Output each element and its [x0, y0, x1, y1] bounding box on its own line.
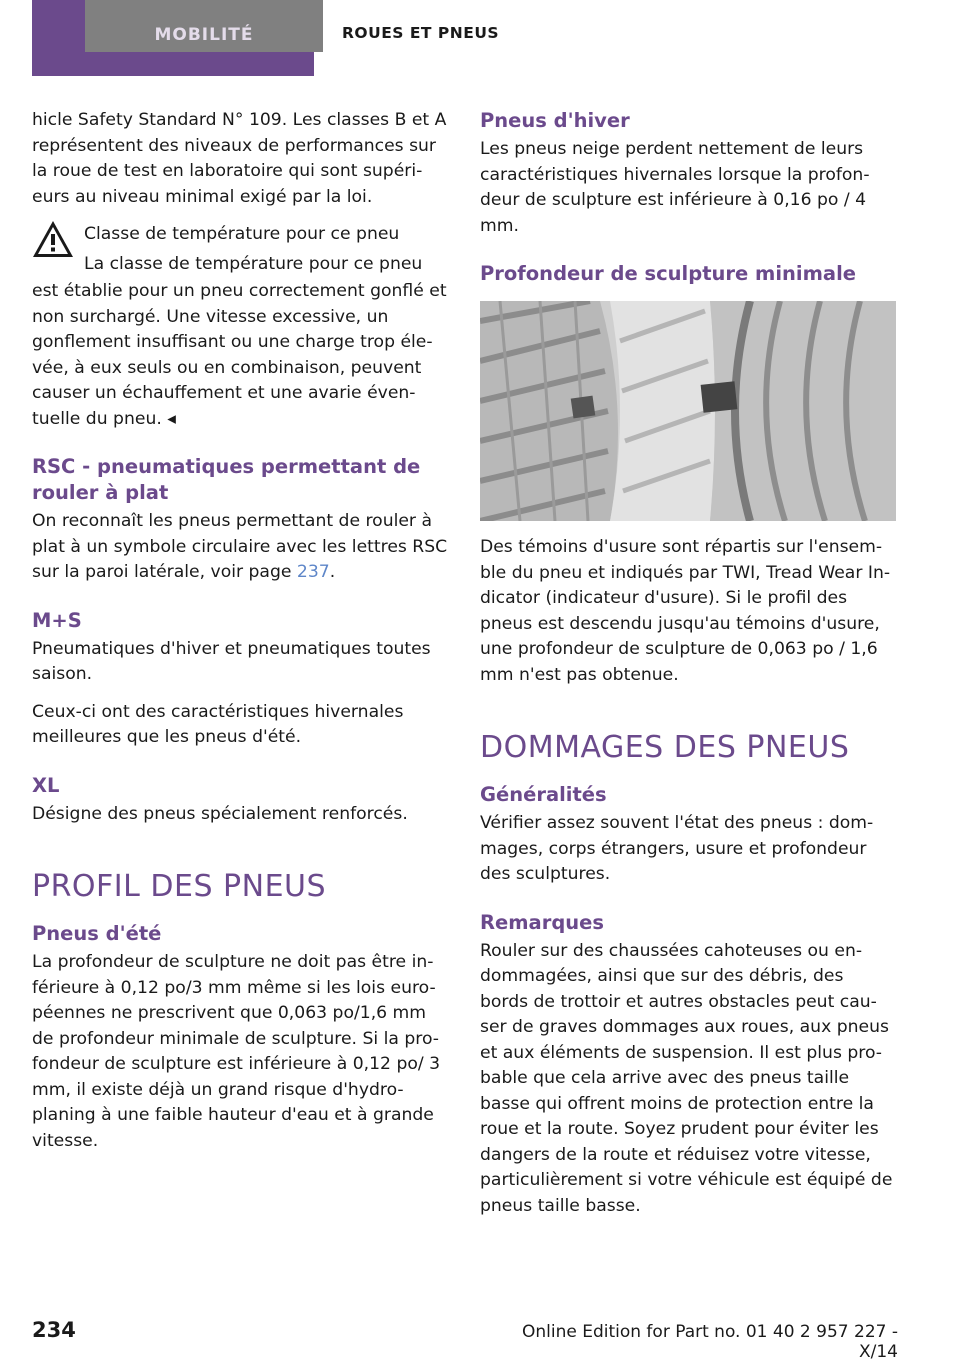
winter-heading: Pneus d'hiver: [480, 109, 630, 132]
page-link[interactable]: 237: [296, 562, 330, 582]
winter-paragraph: Les pneus neige perdent nettement de leurs caractéristiques hivernales lorsque la profon-deur de sculpture est inférieure à 0,16 po / 4 mm.: [480, 139, 870, 236]
tread-wear-indicator-image: [480, 301, 896, 521]
summer-paragraph: La profondeur de sculpture ne doit pas être in-férieure à 0,12 po/3 mm même si les lois euro-péennes ne prescrivent que 0,063 po/1,6 mm de profondeur minimale de sculpture. Si la pro-fondeur de sculpture est inférieure à 0,12 po/ 3 mm, il existe déjà un grand risque d'hydro-planing à une faible hauteur d'eau et à grande vitesse.: [32, 952, 441, 1151]
summer-heading: Pneus d'été: [32, 922, 162, 945]
warning-body-text: est établie pour un pneu correctement gonflé et non surchargé. Une vitesse excessive, un gonflement insuffisant ou une charge trop éle-vée, à eux seuls ou en combinaison, peuvent causer un échauffement et une avarie éven-tuelle du pneu.: [32, 281, 447, 429]
page-number: 234: [32, 1318, 76, 1342]
chapter-tab-label: MOBILITÉ: [85, 0, 323, 52]
xl-heading: XL: [32, 773, 60, 797]
intro-paragraph: hicle Safety Standard N° 109. Les classes B et A représentent des niveaux de performances sur la roue de test en laboratoire qui sont supéri-eurs au niveau minimal exigé par la loi.: [32, 110, 447, 207]
min-depth-heading: Profondeur de sculpture minimale: [480, 262, 856, 285]
damage-section-heading: DOMMAGES DES PNEUS: [480, 730, 850, 765]
ms-heading: M+S: [32, 608, 82, 632]
general-paragraph: Vérifier assez souvent l'état des pneus : dom-mages, corps étrangers, usure et profondeur des sculptures.: [480, 813, 874, 884]
general-heading: Généralités: [480, 783, 607, 806]
remarks-heading: Remarques: [480, 910, 605, 934]
ms-paragraph-2: Ceux-ci ont des caractéristiques hivernales meilleures que les pneus d'été.: [32, 701, 404, 747]
section-title: ROUES ET PNEUS: [342, 24, 500, 42]
warning-body: [32, 279, 448, 432]
xl-paragraph: Désigne des pneus spécialement renforcés.: [32, 803, 408, 824]
ms-paragraph-1: Pneumatiques d'hiver et pneumatiques toutes saison.: [32, 638, 431, 684]
wear-paragraph: Des témoins d'usure sont répartis sur l'ensem-ble du pneu et indiqués par TWI, Tread Wear In-dicator (indicateur d'usure). Si le profil des pneus est descendu jusqu'au témoins d'usure, une profondeur de sculpture de 0,063 po / 1,6 mm n'est pas obtenue.: [480, 537, 891, 685]
rsc-paragraph: [32, 509, 448, 586]
end-mark: ◂: [167, 408, 176, 429]
warning-triangle-icon: [32, 220, 74, 258]
remarks-paragraph: Rouler sur des chaussées cahoteuses ou en-dommagées, ainsi que sur des débris, des bords de trottoir et autres obstacles peut cau-ser de graves dommages aux roues, aux pneus et aux éléments de suspension. Il est plus pro-bable que cela arrive avec des pneus taille basse qui offrent moins de protection entre la roue et la route. Soyez prudent pour éviter les dangers de la route et réduisez votre vitesse, particulièrement si votre véhicule est équipé de pneus taille basse.: [480, 940, 893, 1216]
profile-section-heading: PROFIL DES PNEUS: [32, 869, 327, 904]
rsc-heading: RSC - pneumatiques permettant de rouler à plat: [32, 455, 421, 504]
chapter-tab[interactable]: [32, 0, 314, 76]
left-column: [32, 108, 448, 1166]
rsc-text-end: .: [329, 562, 336, 582]
rsc-text: On reconnaît les pneus permettant de rouler à plat à un symbole circulaire avec les lettres RSC sur la paroi latérale, voir page: [32, 511, 448, 582]
warning-block: [32, 222, 448, 277]
warning-first-line: La classe de température pour ce pneu: [84, 253, 423, 274]
edition-footer: Online Edition for Part no. 01 40 2 957 227 - X/14: [521, 1322, 898, 1362]
warning-title: Classe de température pour ce pneu: [84, 224, 400, 244]
right-column: [480, 108, 896, 1231]
